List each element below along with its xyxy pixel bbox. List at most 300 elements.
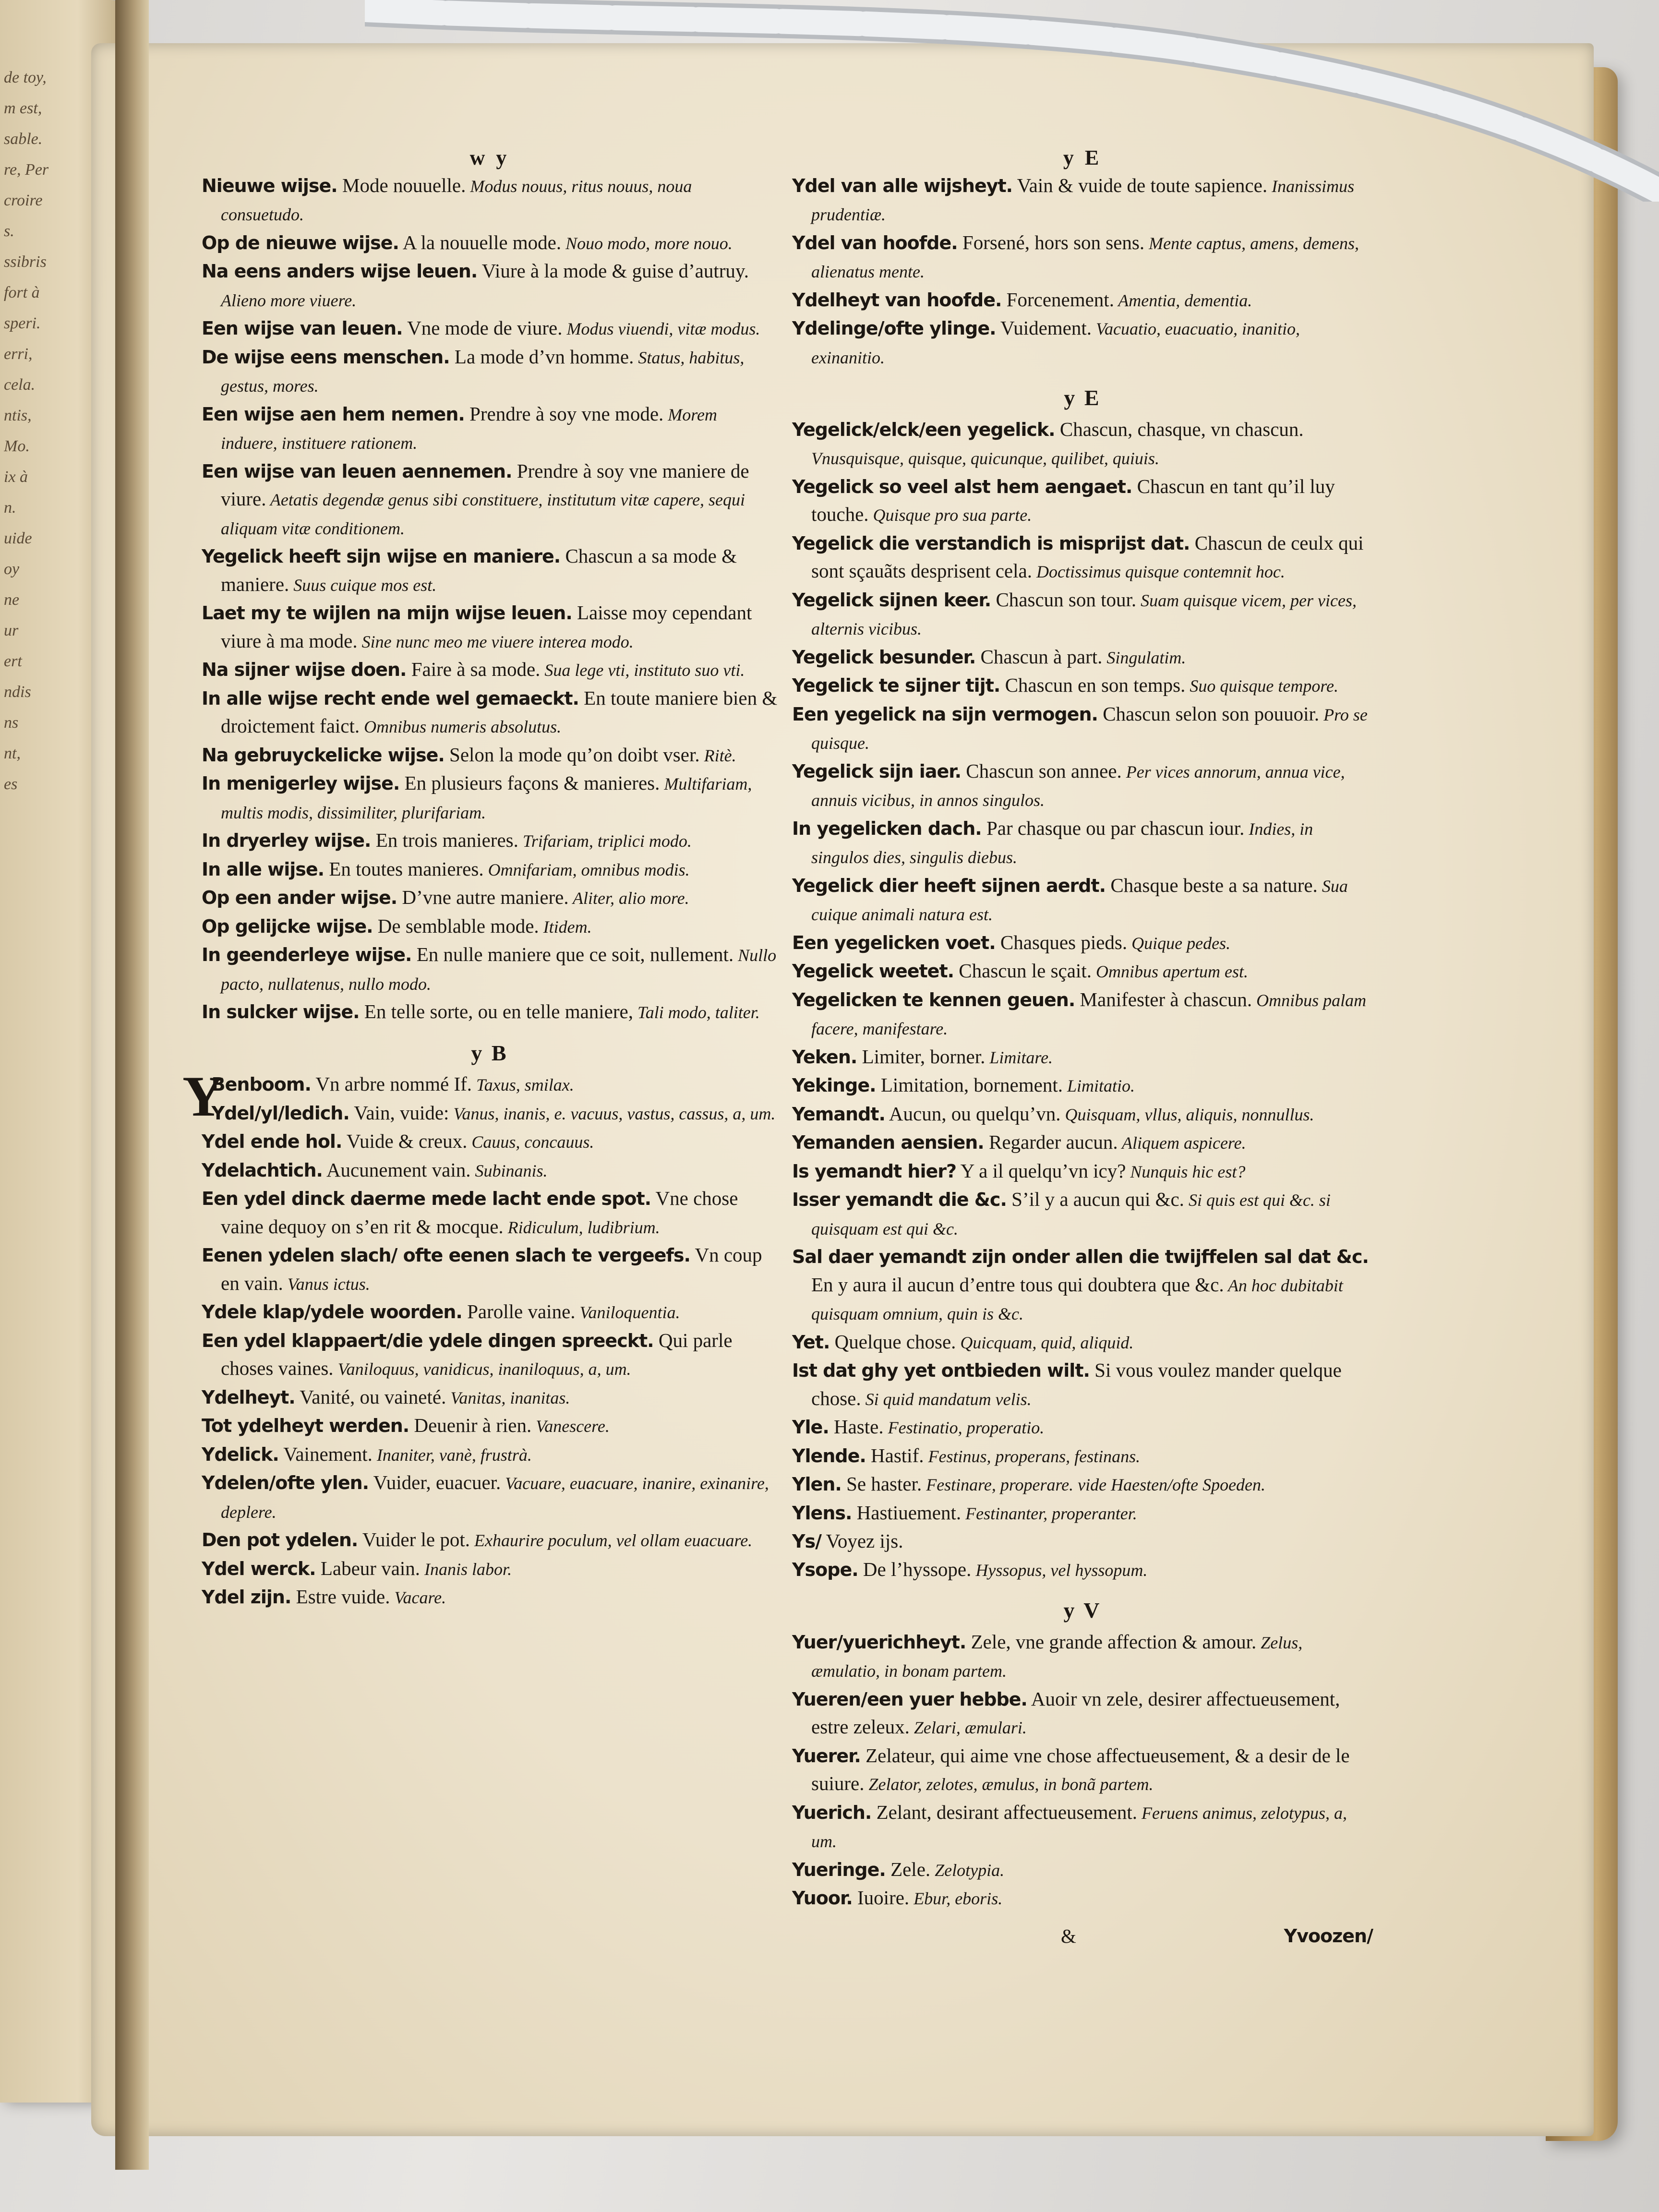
left-page-fragment: ns (4, 714, 19, 732)
dictionary-entry (792, 1685, 1373, 1742)
french-gloss: Deuenir à rien. (409, 1414, 532, 1436)
french-gloss: Limitation, bornement. (876, 1074, 1063, 1096)
dictionary-entry (792, 314, 1373, 372)
dictionary-entry (202, 1441, 778, 1469)
latin-gloss: Aliquem aspicere. (1118, 1133, 1246, 1153)
french-gloss: Vuider, euacuer. (369, 1471, 501, 1493)
latin-gloss: Vacare. (390, 1588, 446, 1607)
dutch-headword: Ydelinge/ofte ylinge. (792, 318, 996, 339)
latin-gloss: Omnibus numeris absolutus. (360, 717, 562, 736)
french-gloss: Vn coup en vain. (221, 1244, 762, 1294)
dutch-headword: Yegelick heeft sijn wijse en maniere. (202, 546, 561, 567)
latin-gloss: Cauus, concauus. (467, 1132, 594, 1152)
latin-gloss: Alieno more viuere. (221, 290, 357, 310)
latin-gloss: Modus nouus, ritus nouus, noua consuetudo. (221, 176, 692, 224)
latin-gloss: Vnusquisque, quisque, quicunque, quilibet, quiuis. (811, 449, 1159, 468)
latin-gloss: Limitatio. (1062, 1076, 1135, 1095)
dutch-headword: In sulcker wijse. (202, 1001, 360, 1022)
french-gloss: Par chasque ou par chascun iour. (981, 817, 1245, 839)
french-gloss: Forcenement. (1001, 288, 1114, 311)
dutch-headword: In menigerley wijse. (202, 773, 400, 794)
left-page-fragment: erri, (4, 345, 33, 363)
dutch-headword: Ydelick. (202, 1443, 279, 1465)
dictionary-entry (202, 741, 778, 770)
dictionary-entry (792, 1442, 1373, 1471)
french-gloss: Parolle vaine. (462, 1300, 576, 1322)
left-page-fragment: de toy, (4, 69, 47, 86)
dictionary-entry (202, 998, 778, 1027)
latin-gloss: Suus cuique mos est. (289, 575, 437, 595)
french-gloss: Hastiuement. (852, 1501, 962, 1524)
dictionary-entry (202, 1185, 778, 1241)
french-gloss: Chascun a sa mode & maniere. (221, 545, 737, 595)
latin-gloss: Quisque pro sua parte. (868, 505, 1032, 525)
dutch-headword: Eenen ydelen slach/ ofte eenen slach te vergeefs. (202, 1245, 690, 1266)
dutch-headword: Yueringe. (792, 1859, 886, 1880)
latin-gloss: Limitare. (985, 1047, 1053, 1067)
dictionary-entry (202, 1156, 778, 1185)
latin-gloss: Quicquam, quid, aliquid. (956, 1333, 1134, 1352)
dictionary-entry (792, 473, 1373, 529)
dictionary-entry (202, 1070, 778, 1099)
french-gloss: Vuider le pot. (358, 1528, 470, 1551)
french-gloss: D’vne autre maniere. (397, 886, 569, 908)
dutch-headword: Yegelicken te kennen geuen. (792, 989, 1075, 1010)
latin-gloss: Omnifariam, omnibus modis. (483, 860, 690, 879)
latin-gloss: Si quis est qui &c. si quisquam est qui &c. (811, 1190, 1331, 1238)
dutch-headword: Ydel zijn. (202, 1587, 291, 1608)
french-gloss: Chasques pieds. (995, 931, 1128, 953)
dutch-headword: Op de nieuwe wijse. (202, 232, 399, 253)
latin-gloss: Vanus ictus. (283, 1274, 370, 1294)
left-page-fragment: croire (4, 192, 43, 209)
french-gloss: En toute maniere bien & droictement faict. (221, 686, 778, 737)
dutch-headword: Yet. (792, 1331, 830, 1353)
latin-gloss: Nunquis hic est? (1126, 1162, 1246, 1181)
latin-gloss: Morem induere, instituere rationem. (221, 405, 717, 453)
dutch-headword: Yegelick sijnen keer. (792, 589, 991, 611)
dictionary-entry (202, 343, 778, 400)
french-gloss: Manifester à chascun. (1075, 988, 1252, 1010)
dictionary-entry (202, 257, 778, 314)
dutch-headword: Benboom. (211, 1074, 311, 1095)
dictionary-entry (202, 1526, 778, 1555)
dutch-headword: Ysope. (792, 1559, 858, 1580)
dutch-headword: Ydel van hoofde. (792, 232, 958, 253)
left-page-fragment: nt, (4, 745, 21, 762)
dictionary-entry (792, 1470, 1373, 1499)
dictionary-entry (202, 599, 778, 656)
dictionary-entry (202, 884, 778, 913)
french-gloss: Faire à sa mode. (406, 658, 541, 680)
dictionary-entry (792, 1499, 1373, 1528)
latin-gloss: Vanitas, inanitas. (446, 1388, 570, 1407)
dictionary-entry (792, 1071, 1373, 1100)
dictionary-entry (792, 986, 1373, 1043)
latin-gloss: Quique pedes. (1127, 933, 1231, 953)
french-gloss: Auoir vn zele, desirer affectueusement, estre zeleux. (811, 1687, 1340, 1738)
left-page-fragment: fort à (4, 284, 40, 301)
dutch-headword: Een wijse van leuen. (202, 318, 403, 339)
dutch-headword: Een wijse van leuen aennemen. (202, 460, 512, 482)
drop-cap-initial: Y (182, 1064, 224, 1128)
french-gloss: Quelque chose. (830, 1330, 956, 1353)
latin-gloss: Inanissimus prudentiæ. (811, 176, 1355, 224)
french-gloss: Laisse moy cependant viure à ma mode. (221, 601, 752, 652)
dutch-headword: Een yegelick na sijn vermogen. (792, 703, 1098, 725)
latin-gloss: Vacuatio, euacuatio, inanitio, exinanitio. (811, 319, 1300, 367)
dictionary-entry (792, 1742, 1373, 1799)
dutch-headword: Een yegelicken voet. (792, 932, 996, 953)
french-gloss: Chascun à part. (975, 645, 1103, 668)
french-gloss: Vne chose vaine dequoy on s’en rit & mocque. (221, 1187, 738, 1238)
dutch-headword: Is yemandt hier? (792, 1160, 957, 1182)
latin-gloss: Zelus, æmulatio, in bonam partem. (811, 1633, 1303, 1681)
dictionary-entry (792, 416, 1373, 473)
dutch-headword: In yegelicken dach. (792, 817, 982, 839)
dictionary-entry (202, 542, 778, 599)
catchword: Yvoozen/ (1284, 1925, 1373, 1947)
dutch-headword: In geenderleye wijse. (202, 944, 412, 965)
dutch-headword: Ylende. (792, 1445, 866, 1467)
yb-entry-list (202, 1070, 778, 1612)
french-gloss: Chascun de ceulx qui sont sçauãts desprisent cela. (811, 531, 1364, 582)
latin-gloss: Festinus, properans, festinans. (924, 1446, 1141, 1466)
french-gloss: En y aura il aucun d’entre tous qui doubtera que &c. (811, 1273, 1224, 1296)
dutch-headword: Ydelachtich. (202, 1159, 323, 1181)
entries-wijse (202, 172, 778, 1027)
dictionary-entry (202, 457, 778, 543)
dutch-headword: Yegelick weetet. (792, 961, 954, 982)
dutch-headword: Yegelick/elck/een yegelick. (792, 419, 1055, 440)
french-gloss: Estre vuide. (291, 1586, 390, 1608)
french-gloss: Qui parle choses vaines. (221, 1329, 733, 1379)
dictionary-entry (792, 286, 1373, 315)
dutch-headword: Ydele klap/ydele woorden. (202, 1301, 462, 1322)
french-gloss: Chascun son tour. (991, 588, 1137, 611)
latin-gloss: Indies, in singulos dies, singulis diebus. (811, 819, 1313, 867)
french-gloss: Iuoire. (852, 1887, 910, 1909)
french-gloss: Selon la mode qu’on doibt vser. (444, 743, 700, 766)
french-gloss: Aucun, ou quelqu’vn. (885, 1102, 1061, 1125)
dictionary-entry (792, 872, 1373, 929)
dutch-headword: Den pot ydelen. (202, 1529, 358, 1551)
latin-gloss: Vaniloquentia. (575, 1303, 680, 1322)
french-gloss: Aucunement vain. (322, 1158, 471, 1181)
latin-gloss: Aetatis degendæ genus sibi constituere, institutum vitæ capere, sequi aliquam vitæ conditionem. (221, 490, 745, 538)
french-gloss: Chascun en tant qu’il luy touche. (811, 475, 1335, 525)
dutch-headword: Ydel ende hol. (202, 1131, 342, 1152)
dictionary-entry (792, 1043, 1373, 1072)
dictionary-entry (202, 172, 778, 229)
left-page-fragment: speri. (4, 314, 41, 332)
dutch-headword: Ydel/yl/ledich. (211, 1102, 349, 1124)
left-page-fragment: n. (4, 499, 16, 517)
left-page-fragment: ert (4, 652, 22, 670)
dutch-headword: Yuerich. (792, 1802, 872, 1823)
french-gloss: Se haster. (841, 1473, 922, 1495)
latin-gloss: Zelotypia. (930, 1860, 1005, 1880)
french-gloss: Y a il quelqu’vn icy? (956, 1159, 1126, 1182)
french-gloss: Prendre à soy vne mode. (464, 402, 664, 425)
dutch-headword: Yeken. (792, 1046, 857, 1068)
dictionary-entry (202, 1583, 778, 1612)
latin-gloss: Ritè. (699, 745, 736, 765)
dictionary-entry (792, 586, 1373, 643)
french-gloss: Viure à la mode & guise d’autruy. (477, 260, 749, 282)
dutch-headword: Ys/ (792, 1531, 822, 1552)
latin-gloss: Mente captus, amens, demens, alienatus mente. (811, 233, 1359, 281)
french-gloss: Voyez ijs. (821, 1530, 903, 1552)
french-gloss: En telle sorte, ou en telle maniere, (359, 1000, 633, 1022)
dictionary-entry (792, 1856, 1373, 1885)
latin-gloss: Sua cuique animali natura est. (811, 876, 1348, 924)
left-page-fragment: sable. (4, 130, 43, 148)
french-gloss: Mode nouuelle. (337, 174, 466, 196)
latin-gloss: Vanescere. (531, 1417, 610, 1436)
french-gloss: Vain & vuide de toute sapience. (1012, 174, 1268, 196)
dictionary-entry (792, 1243, 1373, 1328)
dictionary-entry (792, 1884, 1373, 1913)
latin-gloss: Aliter, alio more. (568, 889, 689, 908)
latin-gloss: Multifariam, multis modis, dissimiliter, plurifariam. (221, 774, 752, 822)
latin-gloss: Modus viuendi, vitæ modus. (562, 319, 760, 338)
dictionary-entry (792, 1186, 1373, 1243)
dutch-headword: Yegelick dier heeft sijnen aerdt. (792, 875, 1106, 896)
dictionary-entry (792, 957, 1373, 986)
dutch-headword: Nieuwe wijse. (202, 175, 337, 196)
book-gutter (115, 0, 149, 2170)
left-page-fragment: ssibris (4, 253, 47, 271)
french-gloss: Chascun selon son pouuoir. (1097, 702, 1320, 725)
dutch-headword: Yle. (792, 1417, 829, 1438)
dutch-headword: Ydelheyt. (202, 1386, 295, 1408)
dictionary-entry (792, 700, 1373, 757)
latin-gloss: Tali modo, taliter. (633, 1003, 760, 1022)
latin-gloss: Vaniloquus, vanidicus, inaniloquus, a, um. (333, 1359, 631, 1379)
left-page-fragment: ne (4, 591, 20, 609)
latin-gloss: Doctissimus quisque contemnit hoc. (1032, 562, 1285, 581)
latin-gloss: Amentia, dementia. (1114, 290, 1252, 310)
dictionary-entry (202, 656, 778, 685)
left-page-fragment: m est, (4, 99, 42, 117)
french-gloss: Limiter, borner. (857, 1045, 986, 1068)
french-gloss: La mode d’vn homme. (449, 345, 634, 368)
french-gloss: S’il y a aucun qui &c. (1006, 1188, 1184, 1210)
dictionary-entry (792, 229, 1373, 286)
dutch-headword: Yueren/een yuer hebbe. (792, 1688, 1027, 1710)
dictionary-entry (202, 1298, 778, 1327)
latin-gloss: Nullo pacto, nullatenus, nullo modo. (221, 946, 777, 994)
french-gloss: Chascun le sçait. (954, 960, 1092, 982)
entries-ye (792, 416, 1373, 1585)
dutch-headword: In dryerley wijse. (202, 830, 371, 851)
left-page-fragment: ntis, (4, 407, 32, 424)
latin-gloss: Zelari, æmulari. (909, 1718, 1027, 1737)
french-gloss: Chascun, chasque, vn chascun. (1055, 418, 1304, 440)
french-gloss: Zele, vne grande affection & amour. (966, 1630, 1257, 1653)
latin-gloss: Omnibus apertum est. (1091, 962, 1248, 981)
french-gloss: De l’hyssope. (858, 1558, 972, 1580)
dutch-headword: Ydelen/ofte ylen. (202, 1472, 369, 1493)
dutch-headword: Yegelick so veel alst hem aengaet. (792, 476, 1132, 497)
dutch-headword: Yuer/yuerichheyt. (792, 1631, 966, 1653)
left-page-fragment: ix à (4, 468, 28, 486)
dictionary-entry (202, 855, 778, 884)
dictionary-entry (202, 1241, 778, 1298)
french-gloss: Vuide & creux. (342, 1130, 468, 1152)
latin-gloss: Pro se quisque. (811, 705, 1368, 753)
french-gloss: Zelant, desirant affectueusement. (871, 1801, 1137, 1823)
latin-gloss: Trifariam, triplici modo. (518, 831, 692, 851)
dutch-headword: Sal daer yemandt zijn onder allen die twijffelen sal dat &c. (792, 1246, 1369, 1267)
latin-gloss: Ridiculum, ludibrium. (503, 1217, 660, 1237)
signature-mark: & (1061, 1924, 1076, 1947)
running-head-right: y E (1063, 146, 1102, 169)
latin-gloss: Vanus, inanis, e. vacuus, vastus, cassus, a, um. (449, 1104, 776, 1123)
french-gloss: Vuidement. (996, 317, 1092, 339)
running-head-left: w y (469, 146, 510, 169)
french-gloss: Labeur vain. (315, 1557, 421, 1579)
dictionary-entry (202, 913, 778, 941)
dictionary-entry (202, 1412, 778, 1441)
dutch-headword: Op gelijcke wijse. (202, 915, 373, 937)
latin-gloss: Si quid mandatum velis. (861, 1389, 1032, 1409)
dutch-headword: Een ydel klappaert/die ydele dingen spreeckt. (202, 1330, 654, 1351)
latin-gloss: Status, habitus, gestus, mores. (221, 348, 745, 396)
french-gloss: En trois manieres. (371, 829, 518, 851)
dutch-headword: Na eens anders wijse leuen. (202, 261, 478, 282)
dictionary-entry (202, 1469, 778, 1526)
left-page-fragment: cela. (4, 376, 36, 394)
latin-gloss: Ebur, eboris. (909, 1889, 1003, 1908)
dictionary-entry (202, 1327, 778, 1383)
french-gloss: Zele. (885, 1858, 931, 1880)
dictionary-entry (792, 1799, 1373, 1856)
latin-gloss: Festinatio, properatio. (883, 1418, 1045, 1437)
french-gloss: De semblable mode. (373, 914, 539, 937)
dutch-headword: Yegelick te sijner tijt. (792, 675, 1000, 696)
entries-ydel (792, 172, 1373, 372)
french-gloss: Prendre à soy vne maniere de viure. (221, 459, 749, 510)
dutch-headword: Yegelick besunder. (792, 646, 976, 668)
dictionary-entry (792, 757, 1373, 815)
french-gloss: Regarder aucun. (984, 1131, 1118, 1153)
french-gloss: Vn arbre nommé If. (311, 1073, 472, 1095)
latin-gloss: Omnibus palam facere, manifestare. (811, 990, 1367, 1038)
french-gloss: Vain, vuide: (349, 1101, 449, 1124)
latin-gloss: Inaniter, vanè, frustrà. (372, 1445, 532, 1465)
dutch-headword: Yuerer. (792, 1745, 861, 1767)
latin-gloss: Subinanis. (470, 1161, 548, 1180)
latin-gloss: Zelator, zelotes, æmulus, in bonã partem. (864, 1775, 1154, 1794)
dictionary-entry (202, 941, 778, 998)
latin-gloss: Taxus, smilax. (472, 1075, 574, 1094)
dictionary-entry (792, 1527, 1373, 1556)
dictionary-entry (202, 769, 778, 827)
french-gloss: Hastif. (866, 1444, 924, 1467)
dutch-headword: Yegelick die verstandich is misprijst dat. (792, 532, 1190, 554)
french-gloss: En toutes manieres. (324, 857, 484, 880)
section-heading-yb: y B (471, 1040, 508, 1065)
french-gloss: En plusieurs façons & manieres. (399, 772, 660, 794)
latin-gloss: Sine nunc meo me viuere interea modo. (357, 632, 634, 651)
dutch-headword: De wijse eens menschen. (202, 346, 450, 368)
dutch-headword: Ylens. (792, 1502, 852, 1524)
dictionary-entry (792, 1100, 1373, 1129)
dutch-headword: Na gebruyckelicke wijse. (202, 744, 445, 766)
dutch-headword: Op een ander wijse. (202, 887, 397, 908)
entries-yv (792, 1628, 1373, 1913)
french-gloss: Forsené, hors son sens. (957, 231, 1145, 253)
right-column (792, 144, 1373, 1950)
latin-gloss: Singulatim. (1102, 648, 1186, 667)
left-column (182, 144, 778, 1612)
french-gloss: Si vous voulez mander quelque chose. (811, 1359, 1342, 1409)
dutch-headword: Yemandt. (792, 1103, 885, 1125)
dutch-headword: In alle wijse. (202, 858, 325, 880)
dutch-headword: Een ydel dinck daerme mede lacht ende spot. (202, 1188, 651, 1209)
dictionary-entry (202, 685, 778, 741)
latin-gloss: Quisquam, vllus, aliquis, nonnullus. (1060, 1105, 1314, 1124)
latin-gloss: Vacuare, euacuare, inanire, exinanire, deplere. (221, 1474, 769, 1522)
french-gloss: Vainement. (278, 1443, 373, 1465)
dictionary-entry (792, 929, 1373, 958)
dictionary-entry (202, 1383, 778, 1412)
latin-gloss: Suam quisque vicem, per vices, alternis vicibus. (811, 590, 1357, 638)
section-heading-yv: y V (1063, 1598, 1102, 1623)
dutch-headword: Yekinge. (792, 1075, 876, 1096)
latin-gloss: Nouo modo, more nouo. (561, 233, 733, 253)
dictionary-entry (792, 1628, 1373, 1685)
french-gloss: Zelateur, qui aime vne chose affectueusement, & a desir de le suiure. (811, 1744, 1350, 1794)
dutch-headword: Na sijner wijse doen. (202, 659, 407, 680)
latin-gloss: Festinare, properare. vide Haesten/ofte Spoeden. (922, 1475, 1266, 1494)
dictionary-entry (202, 827, 778, 855)
latin-gloss: Exhaurire poculum, vel ollam euacuare. (469, 1531, 753, 1550)
dutch-headword: Ist dat ghy yet ontbieden wilt. (792, 1360, 1090, 1381)
left-page-fragment: es (4, 775, 18, 793)
latin-gloss: Hyssopus, vel hyssopum. (971, 1560, 1148, 1580)
latin-gloss: An hoc dubitabit quisquam omnium, quin is &c. (811, 1275, 1343, 1323)
dutch-headword: Ydel werck. (202, 1558, 316, 1579)
left-page-fragment: s. (4, 222, 14, 240)
latin-gloss: Festinanter, properanter. (961, 1503, 1137, 1523)
french-gloss: A la nouuelle mode. (398, 231, 562, 253)
dictionary-entry (792, 1357, 1373, 1413)
latin-gloss: Sua lege vti, instituto suo vti. (540, 661, 745, 680)
dictionary-entry (792, 1157, 1373, 1186)
dictionary-entry (202, 1099, 778, 1128)
french-gloss: Vanité, ou vaineté. (295, 1385, 446, 1408)
dutch-headword: Yuoor. (792, 1887, 853, 1909)
dutch-headword: Tot ydelheyt werden. (202, 1415, 409, 1436)
french-gloss: Vne mode de viure. (402, 317, 563, 339)
dutch-headword: In alle wijse recht ende wel gemaeckt. (202, 687, 579, 709)
dictionary-entry (202, 1555, 778, 1584)
section-heading-ye: y E (1064, 385, 1101, 410)
dutch-headword: Yegelick sijn iaer. (792, 760, 962, 782)
latin-gloss: Per vices annorum, annua vice, annuis vicibus, in annos singulos. (811, 762, 1345, 810)
french-gloss: Chasque beste a sa nature. (1106, 874, 1318, 896)
dictionary-entry (202, 1128, 778, 1156)
dutch-headword: Ydel van alle wijsheyt. (792, 175, 1013, 196)
dutch-headword: Laet my te wijlen na mijn wijse leuen. (202, 602, 572, 624)
left-page-fragment: uide (4, 529, 32, 547)
dutch-headword: Isser yemandt die &c. (792, 1189, 1007, 1210)
dictionary-entry (792, 172, 1373, 229)
entries-yb (182, 1064, 778, 1612)
